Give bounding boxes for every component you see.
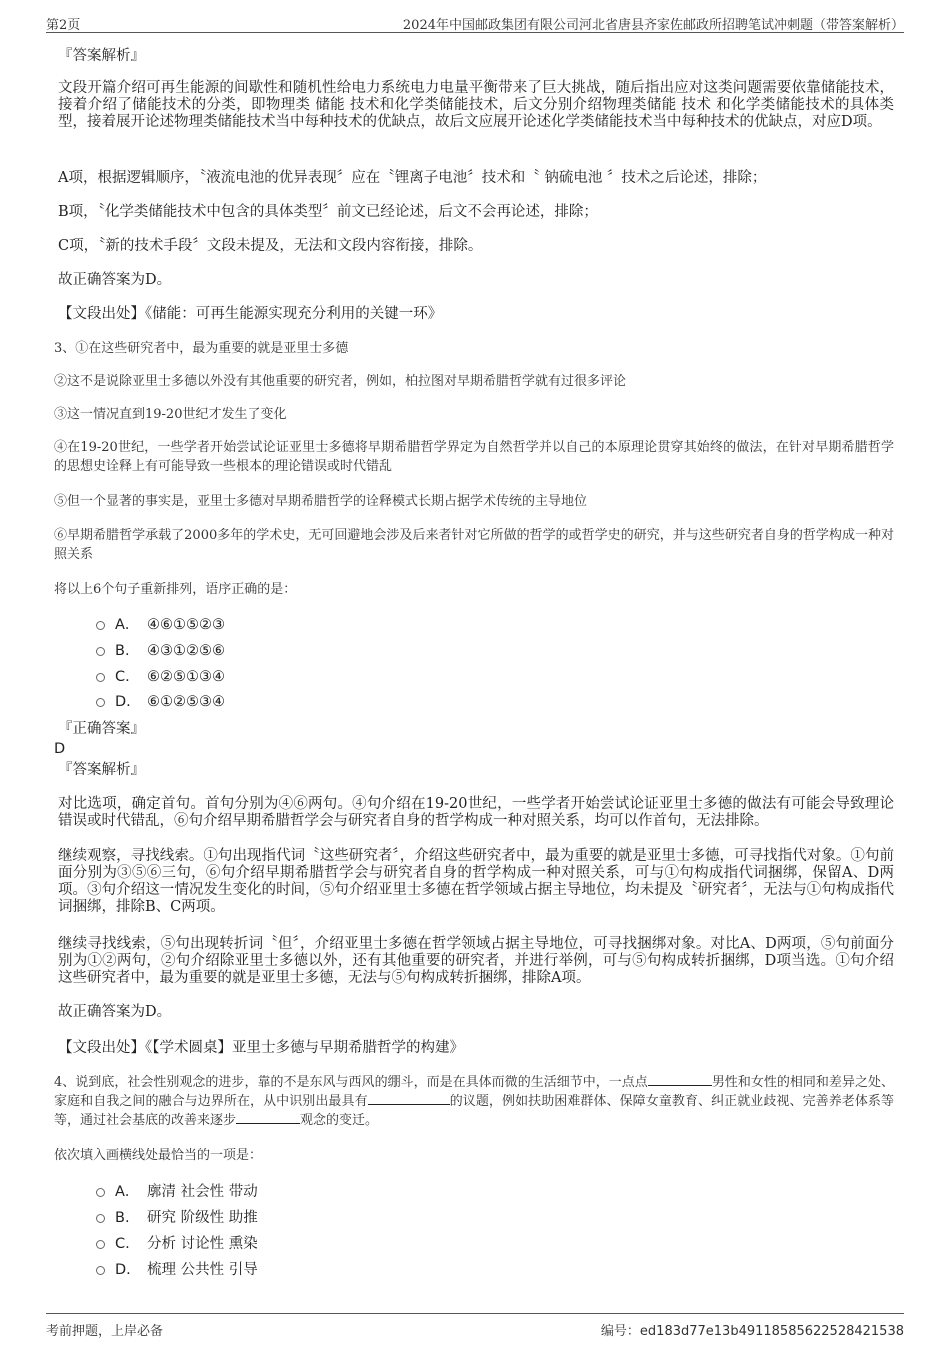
q3-analysis-paragraph-1: 对比选项，确定首句。首句分别为④⑥两句。④句介绍在19-20世纪，一些学者开始尝试论证亚里士多德的做法有可能会导致理论错误或时代错乱，⑥句介绍早期希腊哲学会与研究者自身的哲学构成一种对照关系，均可以作首句，无法排除。	[58, 796, 894, 829]
option-text: 分析 讨论性 熏染	[147, 1236, 258, 1252]
page-footer	[46, 1313, 904, 1340]
q4-option-d[interactable]	[96, 1260, 258, 1280]
document-code-label: 编号：	[600, 1324, 640, 1339]
q3-sentence-5: ⑤但一个显著的事实是，亚里士多德对早期希腊哲学的诠释模式长期占据学术传统的主导地位	[54, 494, 588, 509]
option-letter: A．	[115, 617, 140, 633]
q2-conclusion: 故正确答案为D。	[58, 272, 172, 288]
q3-answer-title: 『正确答案』	[58, 721, 145, 737]
q3-option-d[interactable]	[96, 692, 225, 712]
fill-blank-1	[648, 1073, 712, 1086]
option-text: ⑥①②⑤③④	[147, 694, 225, 710]
option-letter: B.	[115, 643, 130, 659]
option-letter: D.	[115, 1262, 131, 1278]
document-code-value: ed183d77e13b49118585622528421538	[639, 1324, 904, 1339]
q4-option-b[interactable]	[96, 1208, 258, 1228]
q4-stem-part-3: 的议题，例如扶助困难群体、保障女童教育、纠正就业歧视、完善养老体系等等，通过社会基底的改善来逐步	[54, 1094, 894, 1128]
q4-stem	[54, 1073, 894, 1130]
page-header	[46, 12, 904, 33]
q3-option-b[interactable]	[96, 641, 225, 661]
q2-option-b-explanation: B项，〝化学类储能技术中包含的具体类型〞前文已经论述，后文不会再论述，排除；	[58, 204, 598, 220]
radio-button-icon[interactable]	[96, 698, 105, 707]
q4-stem-part-4: 观念的变迁。	[300, 1113, 379, 1128]
radio-button-icon[interactable]	[96, 1240, 105, 1249]
q4-prompt: 依次填入画横线处最恰当的一项是：	[54, 1148, 263, 1163]
q4-stem-part-1: 4、说到底，社会性别观念的进步，靠的不是东风与西风的绷斗，而是在具体而微的生活细节中，一点点	[54, 1075, 648, 1090]
q3-prompt: 将以上6个句子重新排列，语序正确的是：	[54, 582, 297, 597]
document-title: 2024年中国邮政集团有限公司河北省唐县齐家佐邮政所招聘笔试冲刺题（带答案解析）	[402, 18, 904, 33]
q2-option-c-explanation: C项，〝新的技术手段〞文段未提及，无法和文段内容衔接，排除。	[58, 238, 483, 254]
q3-sentence-2: ②这不是说除亚里士多德以外没有其他重要的研究者，例如，柏拉图对早期希腊哲学就有过很多评论	[54, 374, 627, 389]
q2-analysis-title: 『答案解析』	[58, 48, 145, 64]
q3-sentence-4: ④在19-20世纪，一些学者开始尝试论证亚里士多德将早期希腊哲学界定为自然哲学并以自己的本原理论贯穿其始终的做法，在针对早期希腊哲学的思想史诠释上有可能导致一些根本的理论错误或时代错乱	[54, 440, 894, 474]
option-letter: C.	[115, 1236, 130, 1252]
option-letter: B.	[115, 1210, 130, 1226]
q3-sentence-3: ③这一情况直到19-20世纪才发生了变化	[54, 407, 287, 422]
q3-analysis-paragraph-3: 继续寻找线索，⑤句出现转折词〝但〞，介绍亚里士多德在哲学领域占据主导地位，可寻找捆绑对象。对比A、D两项，⑤句前面分别为①②两句，②句介绍除亚里士多德以外，还有其他重要的研究者，并进行举例，可与⑤句构成转折捆绑，D项当选。①句介绍这些研究者中，最为重要的就是亚里士多德，无法与⑤句构成转折捆绑，排除A项。	[58, 936, 894, 986]
q3-analysis-paragraph-2: 继续观察，寻找线索。①句出现指代词〝这些研究者〞，介绍这些研究者中，最为重要的就是亚里士多德，可寻找指代对象。①句前面分别为③⑤⑥三句，⑥句介绍早期希腊哲学会与研究者自身的哲学构成一种对照关系，可与①句构成指代词捆绑，保留A、D两项。③句介绍这一情况发生变化的时间，⑤句介绍亚里士多德在哲学领域占据主导地位，均未提及〝研究者〞，无法与①句构成指代词捆绑，排除B、C两项。	[58, 848, 894, 915]
radio-button-icon[interactable]	[96, 1214, 105, 1223]
q3-answer: D	[54, 741, 66, 757]
option-text: 廓清 社会性 带动	[147, 1184, 258, 1200]
page-number: 第2页	[46, 18, 81, 33]
q3-option-c[interactable]	[96, 667, 225, 687]
q4-option-c[interactable]	[96, 1234, 258, 1254]
fill-blank-2	[368, 1092, 450, 1105]
q3-option-a[interactable]	[96, 615, 225, 635]
q2-source: 【文段出处】《储能：可再生能源实现充分利用的关键一环》	[58, 306, 443, 322]
option-text: 研究 阶级性 助推	[147, 1210, 258, 1226]
radio-button-icon[interactable]	[96, 1266, 105, 1275]
option-letter: A．	[115, 1184, 140, 1200]
q2-option-a-explanation: A项，根据逻辑顺序，〝液流电池的优异表现〞应在〝锂离子电池〞技术和〝 钠硫电池 〞技术之后论述，排除；	[58, 170, 767, 186]
option-text: ④③①②⑤⑥	[147, 643, 225, 659]
document-code	[601, 1320, 904, 1339]
q3-sentence-6: ⑥早期希腊哲学承载了2000多年的学术史，无可回避地会涉及后来者针对它所做的哲学的或哲学史的研究，并与这些研究者自身的哲学构成一种对照关系	[54, 528, 894, 562]
fill-blank-3	[236, 1111, 300, 1124]
radio-button-icon[interactable]	[96, 1188, 105, 1197]
q3-source: 【文段出处】《【学术圆桌】亚里士多德与早期希腊哲学的构建》	[58, 1040, 464, 1056]
radio-button-icon[interactable]	[96, 647, 105, 656]
q3-analysis-title: 『答案解析』	[58, 762, 145, 778]
radio-button-icon[interactable]	[96, 621, 105, 630]
q3-sentence-1: 3、①在这些研究者中，最为重要的就是亚里士多德	[54, 341, 349, 356]
option-text: ⑥②⑤①③④	[147, 669, 225, 685]
q4-stem-part-2: 男性和女性的相同和差异之处、家庭和自我之间的融合与边界所在，从中识别出最具有	[54, 1075, 894, 1109]
option-text: 梳理 公共性 引导	[147, 1262, 258, 1278]
footer-slogan: 考前押题，上岸必备	[46, 1324, 164, 1339]
option-letter: C.	[115, 669, 130, 685]
q2-analysis-paragraph: 文段开篇介绍可再生能源的间歇性和随机性给电力系统电力电量平衡带来了巨大挑战，随后指出应对这类问题需要依靠储能技术，接着介绍了储能技术的分类，即物理类 储能 技术和化学类储能技术，后文分别介绍物理类储能 技术 和化学类储能技术的具体类型，接着展开论述物理类储能技术当中每种技术的优缺点，故后文应展开论述化学类储能技术当中每种技术的优缺点，对应D项。	[58, 80, 894, 130]
q3-conclusion: 故正确答案为D。	[58, 1004, 172, 1020]
q4-option-a[interactable]	[96, 1182, 258, 1202]
option-letter: D.	[115, 694, 131, 710]
option-text: ④⑥①⑤②③	[147, 617, 225, 633]
radio-button-icon[interactable]	[96, 673, 105, 682]
